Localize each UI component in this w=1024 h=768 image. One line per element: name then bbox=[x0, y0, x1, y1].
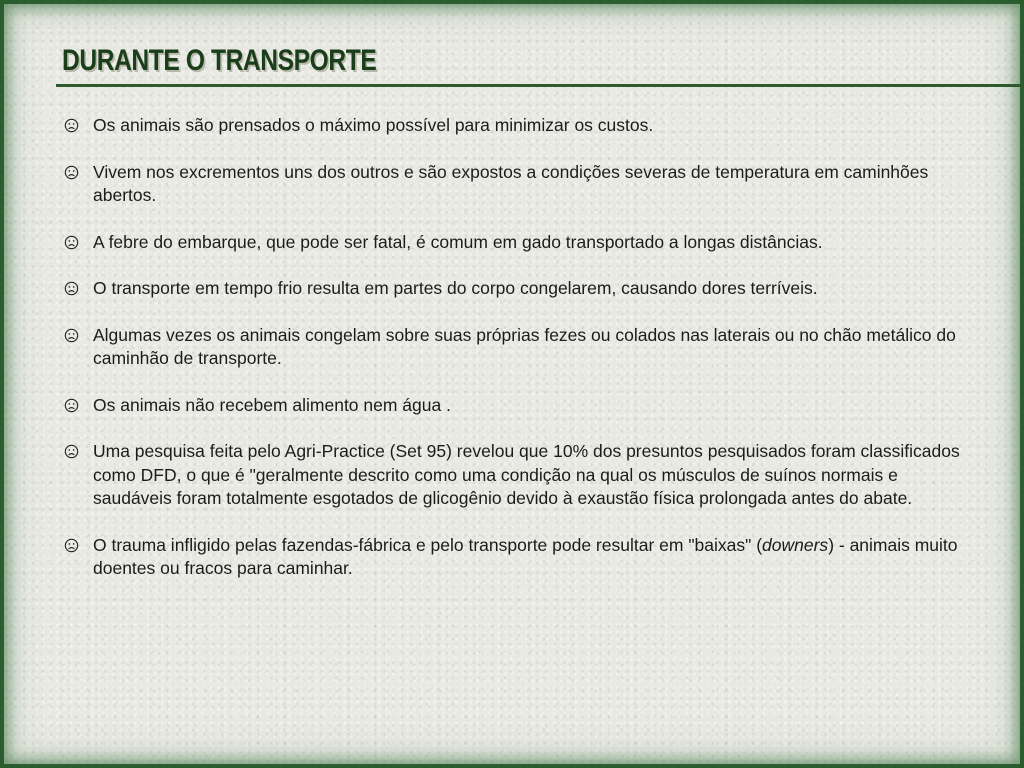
bullet-text: Algumas vezes os animais congelam sobre suas próprias fezes ou colados nas laterais ou no chão metálico do caminhão de transporte. bbox=[93, 324, 956, 368]
bullet-item bbox=[62, 534, 974, 581]
bullet-text: Uma pesquisa feita pelo Agri-Practice (Set 95) revelou que 10% dos presuntos pesquisados foram classificados como DFD, o que é "geralmente descrito como uma condição na qual os músculos de suínos normais e saudáveis foram totalmente esgotados de glicogênio devido à exaustão física prolongada antes do abate. bbox=[93, 441, 960, 508]
frowning-face-icon bbox=[64, 235, 79, 250]
bullet-text: Vivem nos excrementos uns dos outros e são expostos a condições severas de temperatura em caminhões abertos. bbox=[93, 161, 929, 205]
bullet-text: Os animais não recebem alimento nem água . bbox=[93, 394, 451, 415]
frowning-face-icon bbox=[64, 281, 79, 296]
bullet-item bbox=[62, 161, 974, 208]
bullet-text bbox=[93, 535, 958, 579]
bullet-item bbox=[62, 440, 974, 511]
bullet-text: Os animais são prensados o máximo possível para minimizar os custos. bbox=[93, 115, 654, 135]
bullet-item bbox=[62, 231, 974, 255]
slide-title: DURANTE O TRANSPORTE bbox=[62, 44, 377, 77]
bullet-list bbox=[62, 114, 974, 604]
bullet-text-before: O trauma infligido pelas fazendas-fábrica e pelo transporte pode resultar em "baixas" ( bbox=[93, 534, 763, 555]
bullet-item bbox=[62, 394, 974, 418]
frowning-face-icon bbox=[64, 328, 79, 343]
bullet-item bbox=[62, 277, 974, 301]
bullet-text-italic: downers bbox=[762, 534, 829, 555]
frowning-face-icon bbox=[64, 398, 79, 413]
title-underline bbox=[56, 84, 1024, 87]
bullet-item bbox=[62, 114, 974, 138]
frowning-face-icon bbox=[64, 444, 79, 459]
bullet-text-after: ) - animais muito doentes ou fracos para caminhar. bbox=[93, 534, 958, 578]
frowning-face-icon bbox=[64, 165, 79, 180]
bullet-text: A febre do embarque, que pode ser fatal, é comum em gado transportado a longas distâncias. bbox=[93, 231, 823, 252]
frowning-face-icon bbox=[64, 118, 79, 133]
frowning-face-icon bbox=[64, 538, 79, 553]
bullet-text: O transporte em tempo frio resulta em partes do corpo congelarem, causando dores terríveis. bbox=[93, 278, 818, 298]
bullet-item bbox=[62, 324, 974, 371]
